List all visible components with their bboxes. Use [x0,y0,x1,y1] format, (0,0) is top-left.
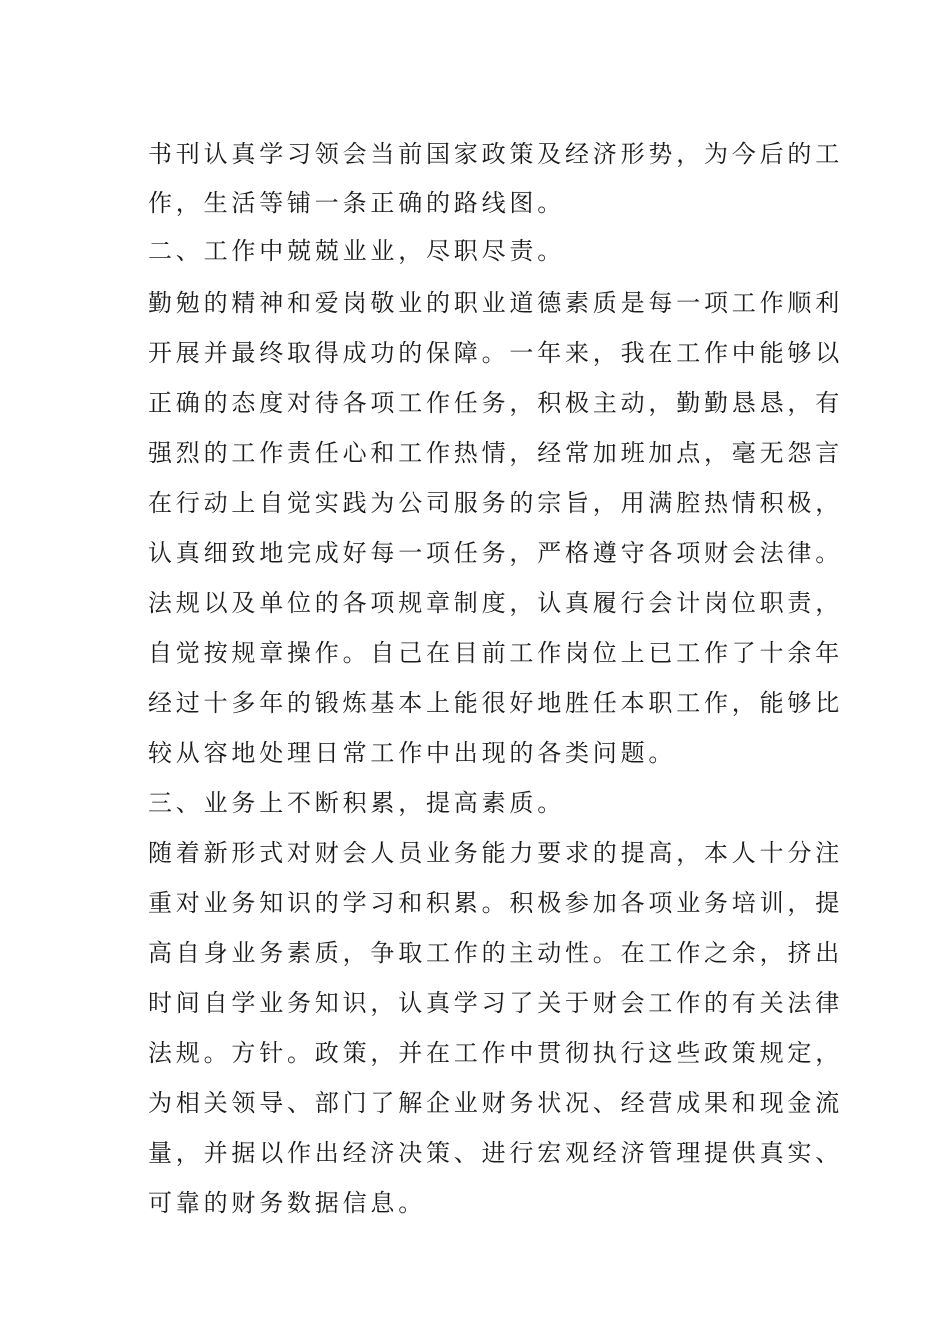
text-line: 书刊认真学习领会当前国家政策及经济形势，为今后的工 [148,140,843,168]
text-line: 认真细致地完成好每一项任务，严格遵守各项财会法律。 [148,539,843,567]
text-line: 较从容地处理日常工作中出现的各类问题。 [148,739,677,767]
text-line: 勤勉的精神和爱岗敬业的职业道德素质是每一项工作顺利 [148,289,843,317]
text-line: 作，生活等铺一条正确的路线图。 [148,189,565,217]
text-line: 随着新形式对财会人员业务能力要求的提高，本人十分注 [148,839,843,867]
section-heading: 三、业务上不断积累，提高素质。 [148,789,565,817]
text-line: 重对业务知识的学习和积累。积极参加各项业务培训，提 [148,889,843,917]
text-line: 法规。方针。政策，并在工作中贯彻执行这些政策规定， [148,1039,843,1067]
text-line: 量，并据以作出经济决策、进行宏观经济管理提供真实、 [148,1139,843,1167]
text-line: 高自身业务素质，争取工作的主动性。在工作之余，挤出 [148,939,843,967]
text-line: 自觉按规章操作。自己在目前工作岗位上已工作了十余年 [148,639,843,667]
text-line: 为相关领导、部门了解企业财务状况、经营成果和现金流 [148,1089,843,1117]
text-line: 可靠的财务数据信息。 [148,1189,426,1217]
text-line: 法规以及单位的各项规章制度，认真履行会计岗位职责， [148,589,843,617]
text-line: 正确的态度对待各项工作任务，积极主动，勤勤恳恳，有 [148,389,843,417]
section-heading: 二、工作中兢兢业业，尽职尽责。 [148,237,565,265]
text-line: 经过十多年的锻炼基本上能很好地胜任本职工作，能够比 [148,689,843,717]
text-line: 在行动上自觉实践为公司服务的宗旨，用满腔热情积极， [148,489,843,517]
text-line: 开展并最终取得成功的保障。一年来，我在工作中能够以 [148,339,843,367]
text-line: 时间自学业务知识，认真学习了关于财会工作的有关法律 [148,989,843,1017]
text-line: 强烈的工作责任心和工作热情，经常加班加点，毫无怨言 [148,439,843,467]
